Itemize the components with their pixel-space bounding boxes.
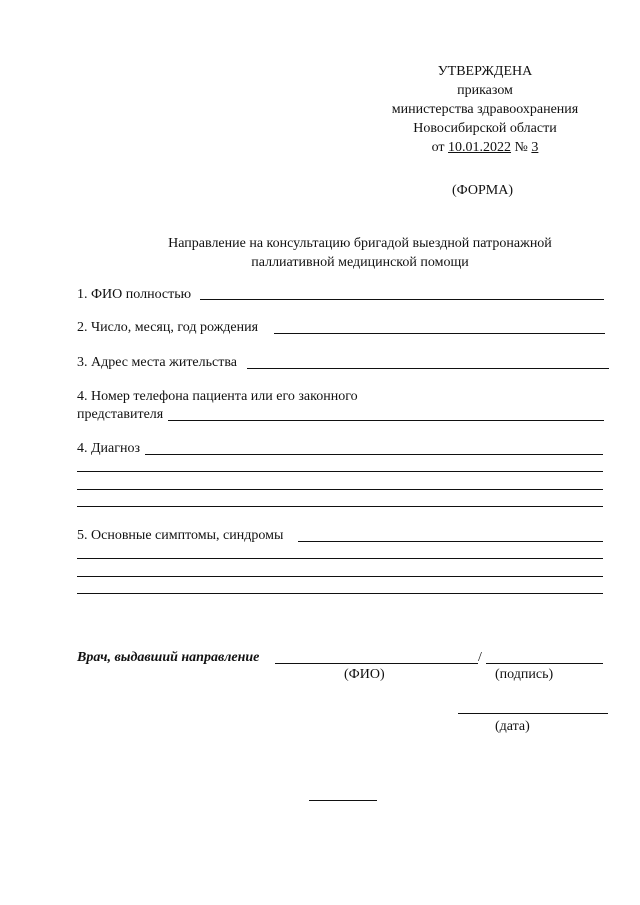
field-symptoms-label: 5. Основные симптомы, синдромы bbox=[77, 528, 284, 543]
date-line[interactable] bbox=[458, 713, 608, 714]
field-symptoms-line-1[interactable] bbox=[298, 541, 603, 542]
title-line-2: паллиативной медицинской помощи bbox=[251, 255, 469, 270]
signature-separator: / bbox=[478, 650, 482, 665]
field-diagnosis-line-3[interactable] bbox=[77, 489, 603, 490]
approval-ministry: министерства здравоохранения bbox=[391, 102, 579, 117]
fio-caption: (ФИО) bbox=[344, 667, 385, 682]
number-prefix: № bbox=[511, 140, 532, 155]
doctor-signature-label: Врач, выдавший направление bbox=[77, 650, 260, 665]
field-diagnosis-label: 4. Диагноз bbox=[77, 441, 141, 456]
field-phone-label-2: представителя bbox=[77, 407, 164, 422]
field-symptoms-line-3[interactable] bbox=[77, 576, 603, 577]
field-full-name-label: 1. ФИО полностью bbox=[77, 287, 192, 302]
approval-block bbox=[360, 62, 610, 157]
approval-order: приказом bbox=[457, 83, 513, 98]
document-title bbox=[110, 234, 610, 272]
approval-date-line bbox=[360, 138, 610, 157]
footer-divider bbox=[309, 800, 377, 801]
field-diagnosis-line-1[interactable] bbox=[145, 454, 603, 455]
field-symptoms-line-2[interactable] bbox=[77, 558, 603, 559]
field-phone-line[interactable] bbox=[168, 420, 604, 421]
sign-caption: (подпись) bbox=[495, 667, 554, 682]
field-birthdate-line[interactable] bbox=[274, 333, 605, 334]
doctor-sign-line[interactable] bbox=[486, 663, 603, 664]
title-line-1: Направление на консультацию бригадой выездной патронажной bbox=[168, 236, 552, 251]
field-symptoms-line-4[interactable] bbox=[77, 593, 603, 594]
approval-region: Новосибирской области bbox=[413, 121, 557, 136]
field-diagnosis-line-2[interactable] bbox=[77, 471, 603, 472]
field-address-line[interactable] bbox=[247, 368, 609, 369]
field-full-name-line[interactable] bbox=[200, 299, 604, 300]
field-phone-label-1: 4. Номер телефона пациента или его законного bbox=[77, 389, 358, 404]
approval-number: 3 bbox=[531, 140, 539, 155]
approval-date: 10.01.2022 bbox=[448, 140, 512, 155]
field-address-label: 3. Адрес места жительства bbox=[77, 355, 237, 370]
doctor-fio-line[interactable] bbox=[275, 663, 478, 664]
field-diagnosis-line-4[interactable] bbox=[77, 506, 603, 507]
approval-heading: УТВЕРЖДЕНА bbox=[437, 64, 533, 79]
form-label: (ФОРМА) bbox=[452, 183, 514, 198]
field-birthdate-label: 2. Число, месяц, год рождения bbox=[77, 320, 259, 335]
date-caption: (дата) bbox=[495, 719, 530, 734]
date-prefix: от bbox=[431, 140, 449, 155]
